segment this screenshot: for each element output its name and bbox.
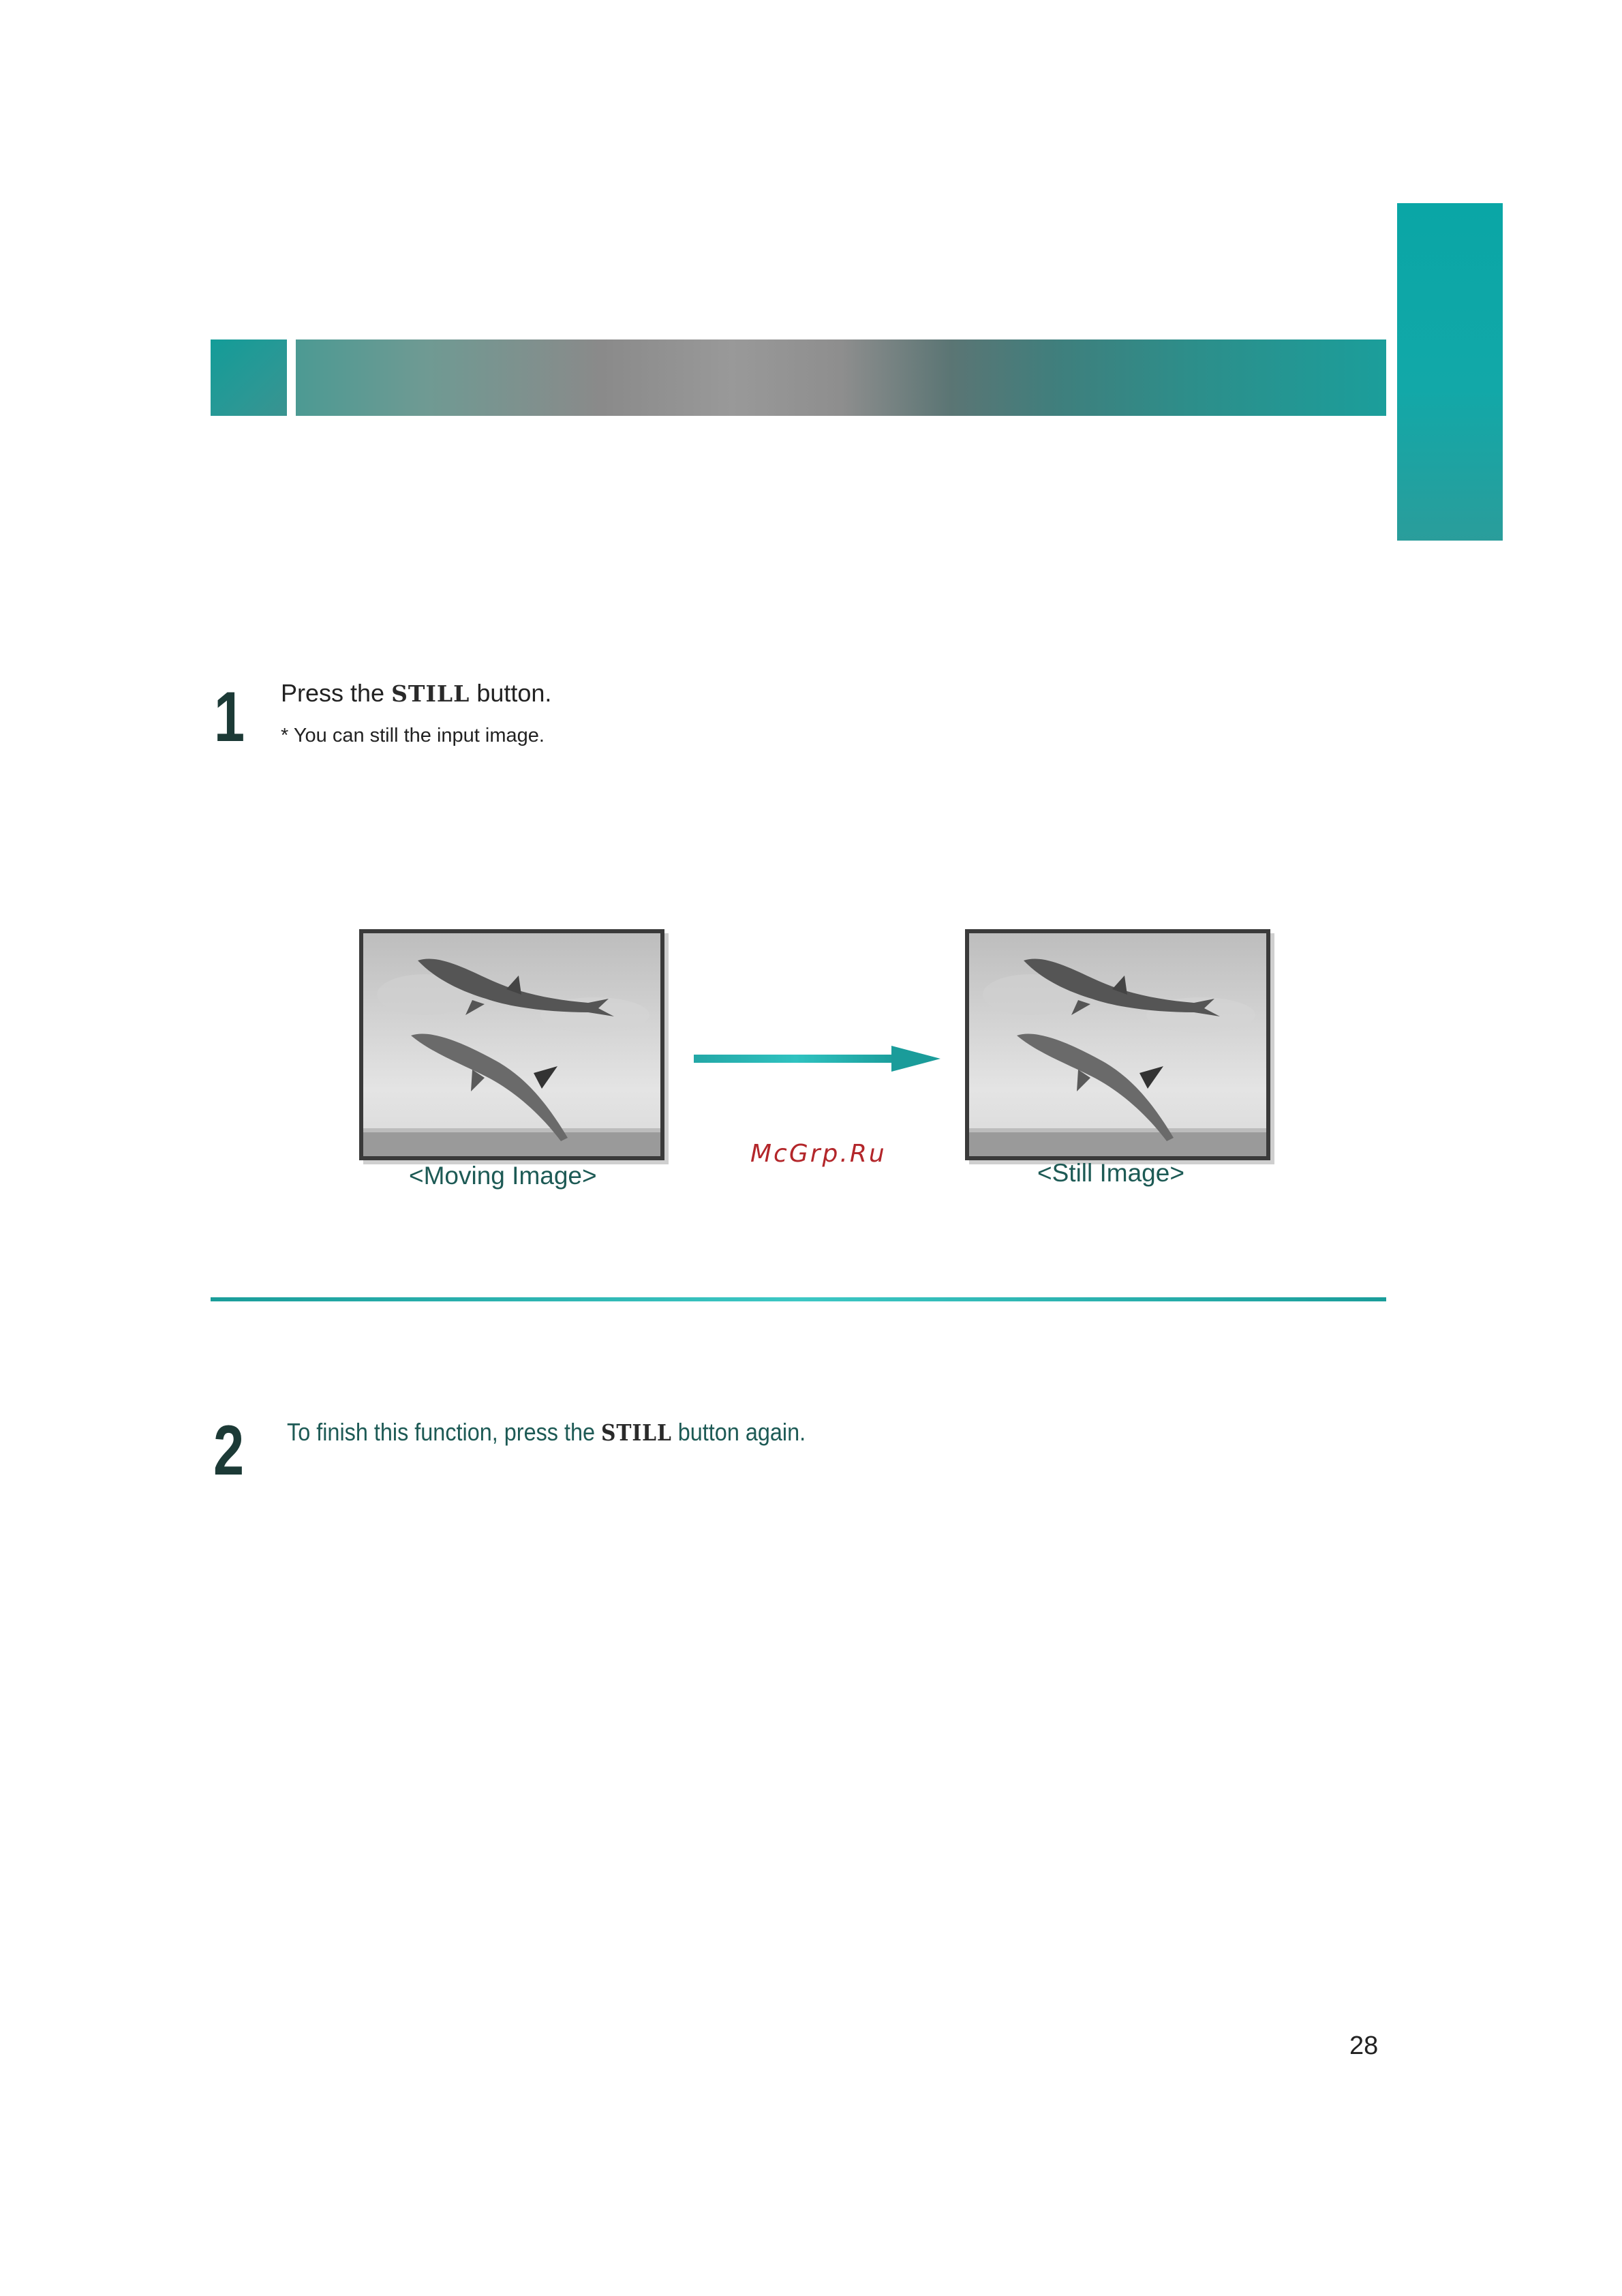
still-image-picture [965,929,1270,1160]
watermark-text: McGrp.Ru [750,1140,887,1168]
page-number: 28 [1349,2031,1379,2060]
still-keyword: STILL [601,1419,672,1446]
step-1-title [281,679,551,708]
right-arrow-icon [694,1042,940,1079]
step-1-title-suffix: button. [470,679,552,707]
step-1-number: 1 [214,678,245,757]
step-1-title-prefix: Press the [281,679,392,707]
still-image-caption: <Still Image> [1037,1159,1184,1187]
step-2-number: 2 [213,1411,245,1490]
step-1-note: * You can still the input image. [281,725,545,746]
side-tab-marker [1397,203,1503,541]
moving-image-picture [359,929,664,1160]
still-keyword: STILL [391,680,470,707]
header-square [211,339,287,416]
step-2-text-suffix: button again. [671,1418,806,1446]
section-divider [211,1297,1386,1301]
header-bar [296,339,1386,416]
moving-image-caption: <Moving Image> [409,1162,597,1190]
step-2-text [287,1418,806,1447]
step-2-text-prefix: To finish this function, press the [287,1418,602,1446]
